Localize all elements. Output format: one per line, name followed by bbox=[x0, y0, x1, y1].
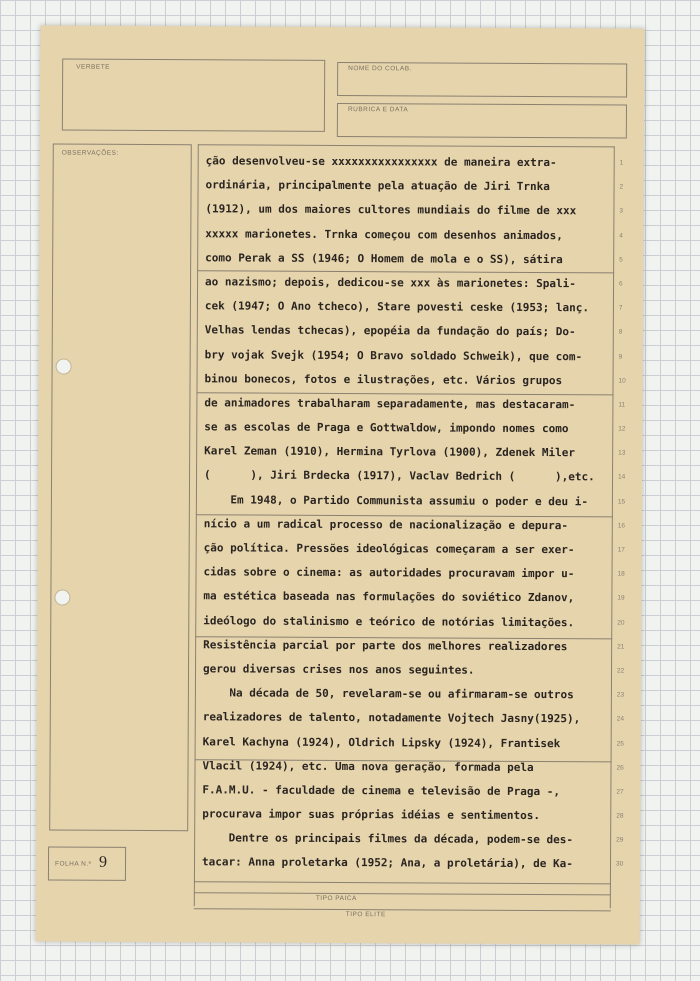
line-number: 10 bbox=[618, 377, 626, 385]
typed-line: cek (1947; O Ano tcheco), Stare povesti ceske (1953; lanç. bbox=[204, 299, 590, 315]
typed-line: Em 1948, o Partido Communista assumiu o poder e deu i- bbox=[203, 492, 589, 508]
typed-line: realizadores de talento, notadamente Vojtech Jasny(1925), bbox=[202, 710, 581, 726]
typed-line: Na década de 50, revelaram-se ou afirmaram-se outros bbox=[202, 686, 574, 702]
line-number: 19 bbox=[617, 594, 625, 602]
line-number: 29 bbox=[616, 836, 624, 844]
line-number: 1 bbox=[619, 159, 624, 167]
text-area-top-border bbox=[198, 144, 615, 147]
line-number: 21 bbox=[617, 643, 625, 651]
typed-line: ma estética baseada nas formulações do soviético Zdanov, bbox=[203, 589, 575, 605]
typed-line: se as escolas de Praga e Gottwaldow, impondo nomes como bbox=[204, 420, 569, 436]
typed-line: Resistência parcial por parte dos melhores realizadores bbox=[203, 638, 568, 653]
observacoes-label: OBSERVAÇÕES: bbox=[61, 149, 119, 157]
typed-line: procurava impor suas próprias idéias e sentimentos. bbox=[202, 807, 541, 823]
rubrica-label: RUBRICA E DATA bbox=[347, 106, 409, 114]
typed-line: ção desenvolveu-se xxxxxxxxxxxxxxxx de maneira extra- bbox=[205, 154, 557, 170]
line-number: 12 bbox=[618, 425, 626, 433]
line-number: 13 bbox=[618, 449, 626, 457]
line-number: 22 bbox=[617, 667, 625, 675]
typed-line: binou bonecos, fotos e ilustrações, etc. Vários grupos bbox=[204, 371, 563, 387]
tipo-paica-line bbox=[194, 892, 611, 895]
line-number: 4 bbox=[619, 232, 623, 240]
line-number: 14 bbox=[618, 473, 626, 481]
typed-line: Vlacil (1924), etc. Uma nova geração, formada pela bbox=[202, 758, 534, 774]
typed-line: Karel Zeman (1910), Hermina Tyrlova (1900), Zdenek Miler bbox=[204, 444, 576, 460]
typed-line: gerou diversas crises nos anos seguintes. bbox=[203, 662, 475, 677]
line-number: 30 bbox=[615, 860, 624, 868]
typed-line: Dentre os principais filmes da década, podem-se des- bbox=[202, 831, 574, 847]
nome-colab-label: NOME DO COLAB. bbox=[348, 65, 412, 73]
typed-line: ordinária, principalmente pela atuação de Jiri Trnka bbox=[205, 178, 550, 194]
line-number: 28 bbox=[616, 812, 624, 820]
typed-line: F.A.M.U. - faculdade de cinema e televisão de Praga -, bbox=[202, 783, 561, 799]
typed-line: ( ), Jiri Brdecka (1917), Vaclav Bedrich ( ),etc. bbox=[204, 468, 595, 484]
typed-line: xxxxx marionetes. Trnka começou com desenhos animados, bbox=[205, 226, 563, 242]
tipo-elite-label: TIPO ELITE bbox=[345, 911, 386, 919]
text-area-left-border bbox=[194, 144, 199, 906]
typed-line: ção política. Pressões ideológicas começaram a ser exer- bbox=[203, 541, 575, 557]
typed-line: cidas sobre o cinema: as autoridades procuravam impor u- bbox=[203, 565, 575, 581]
line-number: 24 bbox=[616, 715, 625, 723]
nome-colab-box bbox=[337, 62, 627, 98]
line-number: 27 bbox=[616, 788, 624, 796]
folha-label: FOLHA N.º bbox=[54, 860, 92, 868]
typed-line: ao nazismo; depois, dedicou-se xxx às marionetes: Spali- bbox=[205, 275, 576, 291]
punch-hole bbox=[54, 590, 70, 606]
line-number: 17 bbox=[617, 546, 625, 554]
line-number: 16 bbox=[617, 522, 626, 530]
tipo-paica-label: TIPO PAICA bbox=[315, 894, 357, 903]
typed-line: Velhas lendas tchecas), epopéia da fundação do país; Do- bbox=[204, 323, 576, 339]
line-number: 20 bbox=[617, 619, 625, 627]
verbete-label: VERBETE bbox=[76, 63, 111, 71]
typed-line: ideólogo do stalinismo e teórico de notórias limitações. bbox=[203, 613, 575, 629]
line-number: 3 bbox=[619, 207, 624, 215]
typed-text bbox=[202, 149, 624, 877]
folha-box bbox=[48, 846, 126, 880]
line-number: 8 bbox=[618, 328, 623, 336]
line-number: 9 bbox=[618, 352, 623, 360]
rubrica-box bbox=[337, 103, 627, 139]
verbete-box bbox=[62, 59, 325, 132]
typed-line: (1912), um dos maiores cultores mundiais do filme de xxx bbox=[205, 202, 577, 218]
line-number: 25 bbox=[616, 739, 624, 747]
typed-line: tacar: Anna proletarka (1952; Ana, a proletária), de Ka- bbox=[201, 855, 573, 871]
typed-line: bry vojak Svejk (1954; O Bravo soldado Schweik), que com- bbox=[204, 347, 583, 363]
typed-line: Karel Kachyna (1924), Oldrich Lipsky (1924), Frantisek bbox=[202, 734, 561, 750]
punch-hole bbox=[56, 359, 72, 375]
line-number: 23 bbox=[616, 691, 625, 699]
line-number: 15 bbox=[617, 498, 626, 506]
typed-line: de animadores trabalharam separadamente, mas destacaram- bbox=[204, 396, 576, 412]
line-number: 11 bbox=[618, 401, 626, 409]
line-number: 2 bbox=[619, 183, 624, 191]
line-number: 5 bbox=[619, 256, 623, 264]
observacoes-box bbox=[49, 143, 192, 831]
form-sheet bbox=[36, 25, 645, 944]
line-number: 7 bbox=[618, 304, 623, 312]
section-divider bbox=[194, 881, 611, 884]
typed-line: como Perak a SS (1946; O Homem de mola e o SS), sátira bbox=[205, 251, 563, 266]
folha-number: 9 bbox=[98, 853, 108, 871]
line-number: 6 bbox=[619, 280, 623, 288]
tipo-elite-line bbox=[194, 908, 611, 911]
typed-line: nício a um radical processo de nacionalização e depura- bbox=[203, 517, 569, 533]
line-number: 18 bbox=[617, 570, 625, 578]
line-number: 26 bbox=[616, 764, 624, 772]
